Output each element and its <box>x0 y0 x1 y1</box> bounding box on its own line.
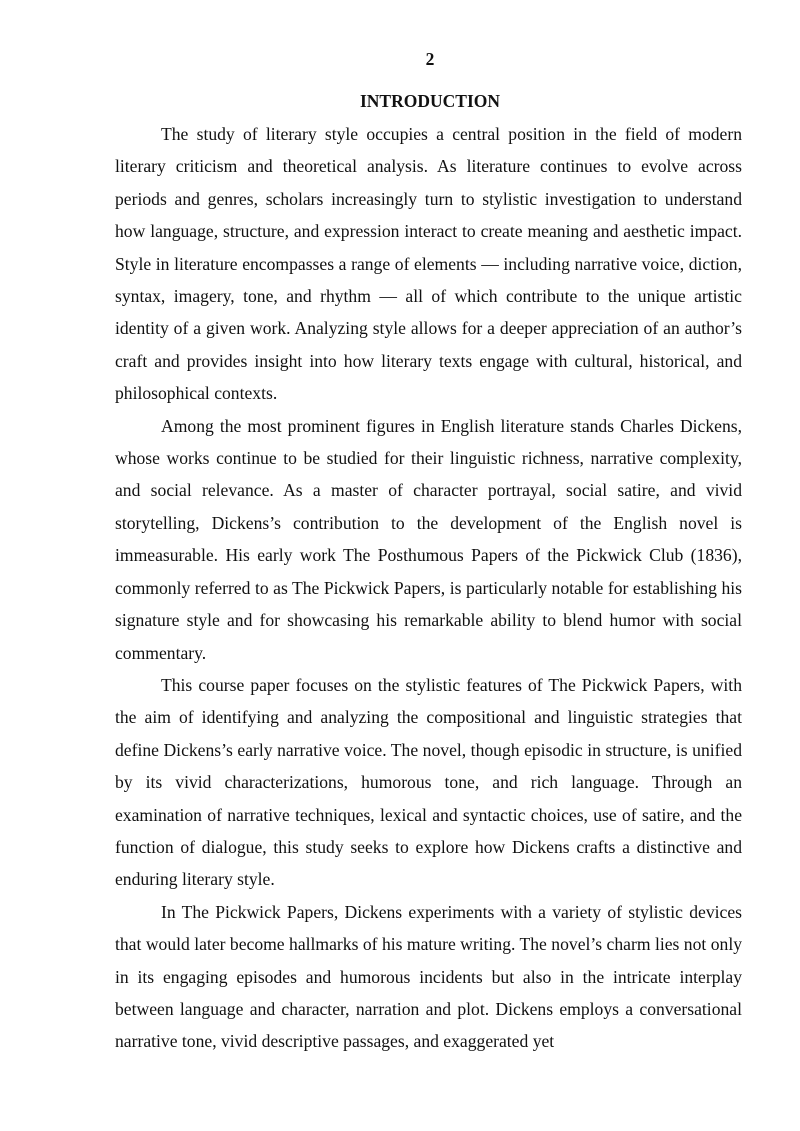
section-heading: INTRODUCTION <box>359 91 501 111</box>
paragraph-1: The study of literary style occupies a central position in the field of modern literary criticism and theoretical analysis. As literature continues to evolve across periods and genres, scholars increasingly turn to stylistic investigation to understand how language, structure, and expression interact to create meaning and aesthetic impact. Style in literature encompasses a range of elements — including narrative voice, diction, syntax, imagery, tone, and rhythm — all of which contribute to the unique artistic identity of a given work. Analyzing style allows for a deeper appreciation of an author’s craft and provides insight into how literary texts engage with cultural, historical, and philosophical contexts. <box>115 124 742 404</box>
page-number: 2 <box>425 49 435 69</box>
document-page <box>115 48 742 1058</box>
paragraph-2: Among the most prominent figures in English literature stands Charles Dickens, whose works continue to be studied for their linguistic richness, narrative complexity, and social relevance. As a master of character portrayal, social satire, and vivid storytelling, Dickens’s contribution to the development of the English novel is immeasurable. His early work The Posthumous Papers of the Pickwick Club (1836), commonly referred to as The Pickwick Papers, is particularly notable for establishing his signature style and for showcasing his remarkable ability to blend humor with social commentary. <box>115 415 742 663</box>
paragraph-3: This course paper focuses on the stylistic features of The Pickwick Papers, with the aim of identifying and analyzing the compositional and linguistic strategies that define Dickens’s early narrative voice. The novel, though episodic in structure, is unified by its vivid characterizations, humorous tone, and rich language. Through an examination of narrative techniques, lexical and syntactic choices, use of satire, and the function of dialogue, this study seeks to explore how Dickens crafts a distinctive and enduring literary style. <box>115 674 742 890</box>
paragraph-4: In The Pickwick Papers, Dickens experiments with a variety of stylistic devices that would later become hallmarks of his mature writing. The novel’s charm lies not only in its engaging episodes and humorous incidents but also in the intricate interplay between language and character, narration and plot. Dickens employs a conversational narrative tone, vivid descriptive passages, and exaggerated yet <box>115 901 742 1052</box>
